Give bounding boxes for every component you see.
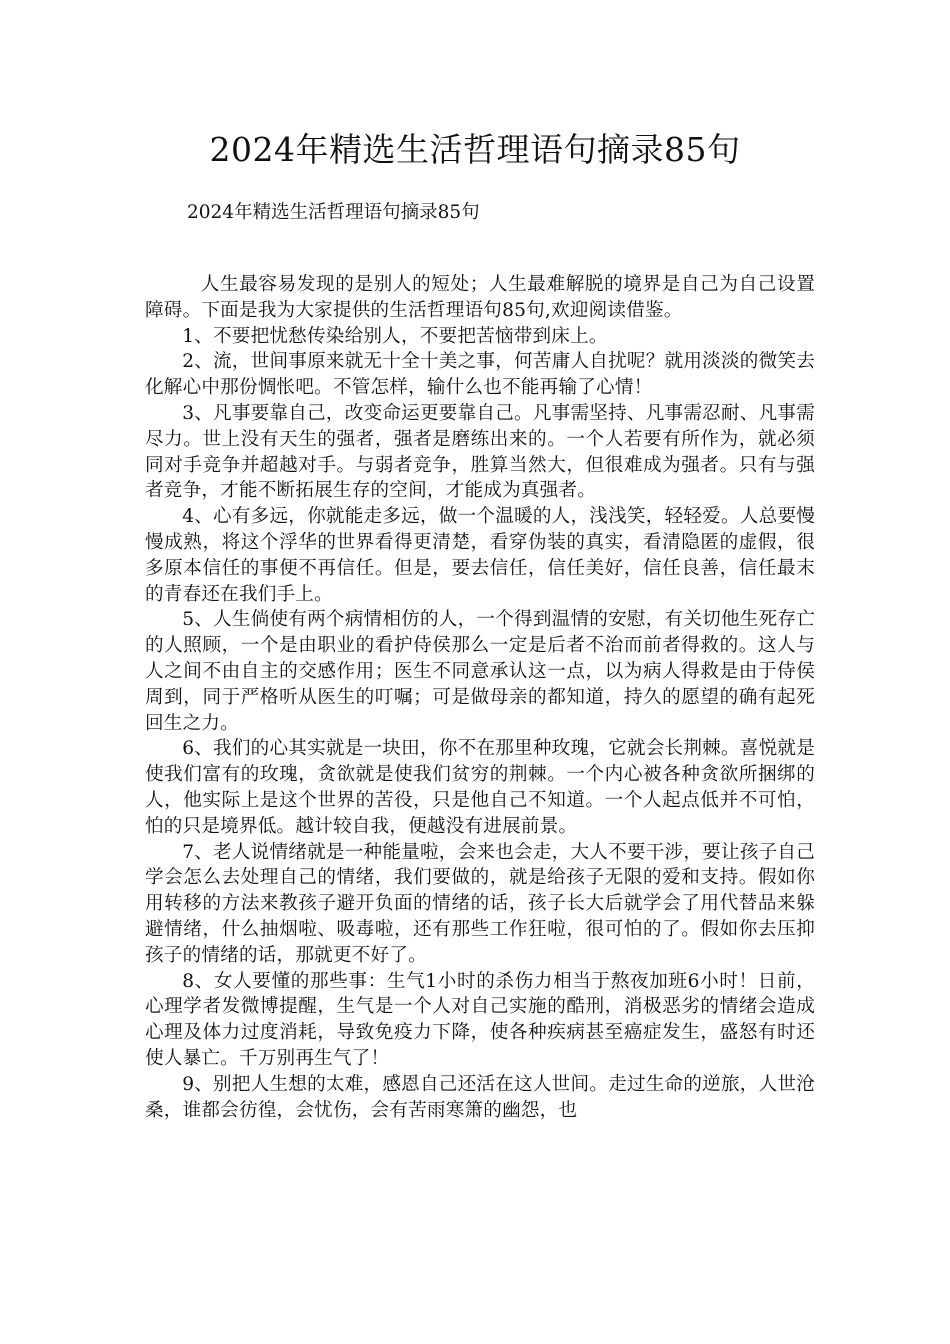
quote-paragraph-3: 3、凡事要靠自己，改变命运更要靠自己。凡事需坚持、凡事需忍耐、凡事需尽力。世上没有天生的强者，强者是磨练出来的。一个人若要有所作为，就必须同对手竞争并超越对手。与弱者竞争，胜算当然大，但很难成为强者。只有与强者竞争，才能不断拓展生存的空间，才能成为真强者。 xyxy=(145,402,815,502)
quote-paragraph-8: 8、女人要懂的那些事：生气1小时的杀伤力相当于熬夜加班6小时！日前，心理学者发微博提醒，生气是一个人对自己实施的酷刑，消极恶劣的情绪会造成心理及体力过度消耗，导致免疫力下降，使各种疾病甚至癌症发生，盛怒有时还使人暴亡。千万别再生气了！ xyxy=(145,970,815,1069)
document-title: 2024年精选生活哲理语句摘录85句 xyxy=(209,130,741,169)
quote-paragraph-9: 9、别把人生想的太难，感恩自己还活在这人世间。走过生命的逆旅，人世沧桑，谁都会彷徨，会忧伤，会有苦雨寒箫的幽怨，也 xyxy=(145,1073,815,1121)
quote-paragraph-1: 1、不要把忧愁传染给别人，不要把苦恼带到床上。 xyxy=(182,325,608,347)
quote-paragraph-6: 6、我们的心其实就是一块田，你不在那里种玫瑰，它就会长荆棘。喜悦就是使我们富有的玫瑰，贪欲就是使我们贫穷的荆棘。一个内心被各种贪欲所捆绑的人，他实际上是这个世界的苦役，只是他自己不知道。一个人起点低并不可怕，怕的只是境界低。越计较自我，便越没有进展前景。 xyxy=(145,738,815,837)
quote-paragraph-7: 7、老人说情绪就是一种能量啦，会来也会走，大人不要干涉，要让孩子自己学会怎么去处理自己的情绪，我们要做的，就是给孩子无限的爱和支持。假如你用转移的方法来教孩子避开负面的情绪的话，孩子长大后就学会了用代替品来躲避情绪，什么抽烟啦、吸毒啦，还有那些工作狂啦，很可怕的了。假如你去压抑孩子的情绪的话，那就更不好了。 xyxy=(145,841,815,966)
intro-paragraph: 人生最容易发现的是别人的短处；人生最难解脱的境界是自己为自己设置障碍。下面是我为大家提供的生活哲理语句85句,欢迎阅读借鉴。 xyxy=(145,274,815,321)
document-body xyxy=(145,272,815,1123)
quote-paragraph-4: 4、心有多远，你就能走多远，做一个温暖的人，浅浅笑，轻轻爱。人总要慢慢成熟，将这个浮华的世界看得更清楚，看穿伪装的真实，看清隐匿的虚假，很多原本信任的事便不再信任。但是，要去信任，信任美好，信任良善，信任最末的青春还在我们手上。 xyxy=(145,506,815,605)
quote-paragraph-5: 5、人生倘使有两个病情相仿的人，一个得到温情的安慰，有关切他生死存亡的人照顾，一个是由职业的看护侍侯那么一定是后者不治而前者得救的。这人与人之间不由自主的交感作用；医生不同意承认这一点，以为病人得救是由于侍侯周到，同于严格听从医生的叮嘱；可是做母亲的都知道，持久的愿望的确有起死回生之力。 xyxy=(145,609,815,734)
quote-paragraph-2: 2、流，世间事原来就无十全十美之事，何苦庸人自扰呢？就用淡淡的微笑去化解心中那份惆怅吧。不管怎样，输什么也不能再输了心情！ xyxy=(145,351,815,399)
document-subtitle: 2024年精选生活哲理语句摘录85句 xyxy=(187,202,480,223)
